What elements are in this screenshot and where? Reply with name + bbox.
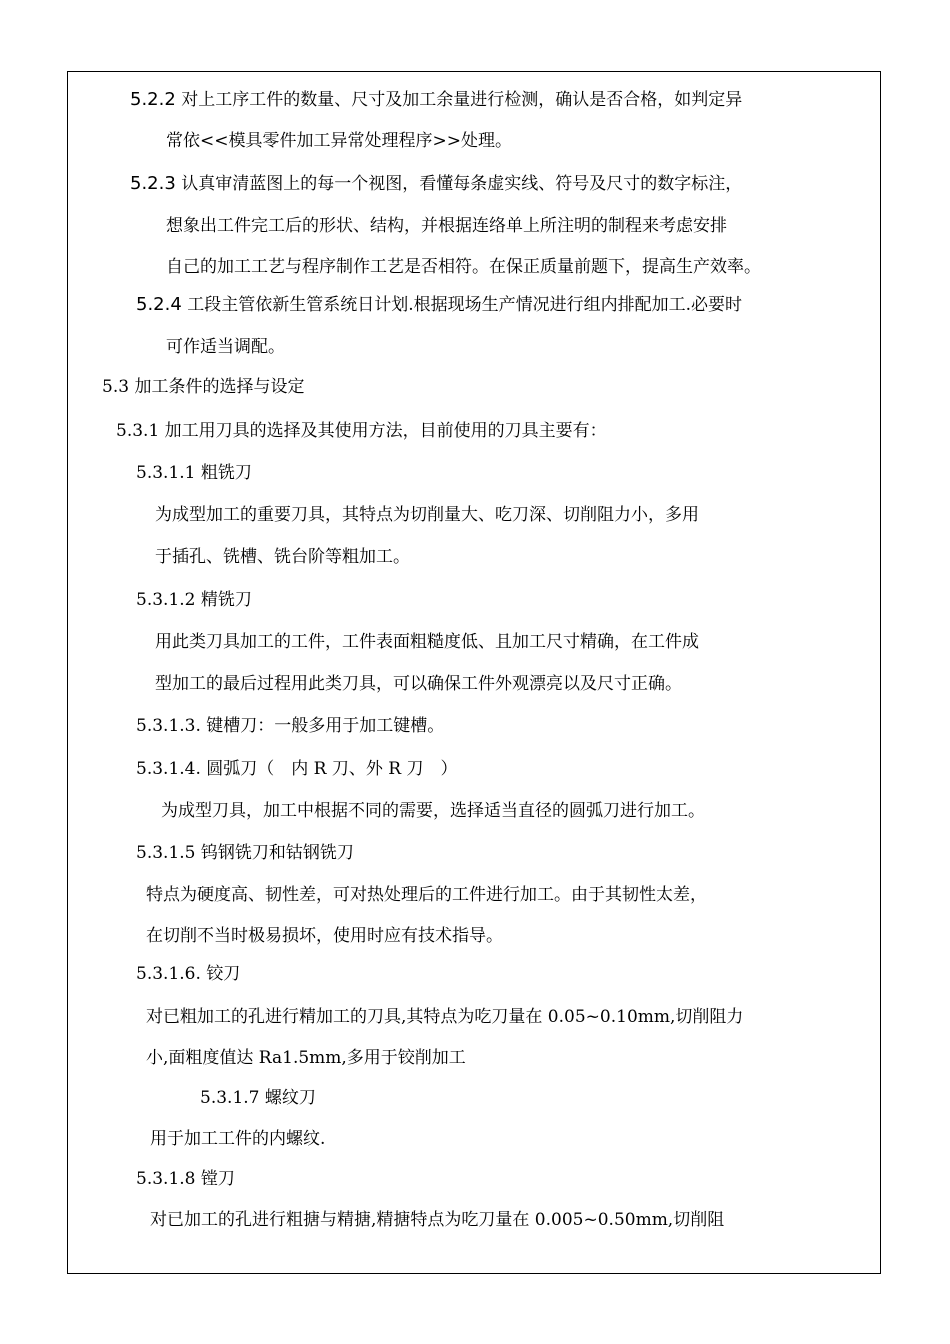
clause-5-2-2-line-1 bbox=[130, 89, 742, 111]
item-5-3-1-6-body-1: 对已粗加工的孔进行精加工的刀具,其特点为吃刀量在 0.05~0.10mm,切削阻力 bbox=[146, 1007, 744, 1027]
clause-number: 5.2.4 bbox=[136, 294, 182, 315]
section-5-3-1-heading: 5.3.1 加工用刀具的选择及其使用方法，目前使用的刀具主要有： bbox=[116, 421, 607, 441]
item-5-3-1-5-body-1: 特点为硬度高、韧性差，可对热处理后的工件进行加工。由于其韧性太差， bbox=[146, 885, 707, 905]
item-5-3-1-5-body-2: 在切削不当时极易损坏，使用时应有技术指导。 bbox=[146, 926, 503, 946]
item-5-3-1-1-heading: 5.3.1.1 粗铣刀 bbox=[136, 463, 252, 483]
item-5-3-1-1-body-2: 于插孔、铣槽、铣台阶等粗加工。 bbox=[155, 547, 410, 567]
item-5-3-1-2-body-2: 型加工的最后过程用此类刀具，可以确保工件外观漂亮以及尺寸正确。 bbox=[155, 674, 682, 694]
item-5-3-1-8-body-1: 对已加工的孔进行粗搪与精搪,精搪特点为吃刀量在 0.005~0.50mm,切削阻 bbox=[150, 1210, 725, 1230]
clause-5-2-4-line-1 bbox=[136, 294, 742, 316]
clause-5-2-2-line-2: 常依<<模具零件加工异常处理程序>>处理。 bbox=[166, 131, 512, 151]
clause-5-2-3-line-2: 想象出工件完工后的形状、结构，并根据连络单上所注明的制程来考虑安排 bbox=[166, 216, 727, 236]
item-5-3-1-6-heading: 5.3.1.6. 铰刀 bbox=[136, 964, 241, 984]
clause-text: 工段主管依新生管系统日计划.根据现场生产情况进行组内排配加工.必要时 bbox=[181, 295, 743, 315]
clause-number: 5.2.2 bbox=[130, 89, 176, 110]
section-5-3-heading: 5.3 加工条件的选择与设定 bbox=[102, 377, 305, 397]
item-5-3-1-2-heading: 5.3.1.2 精铣刀 bbox=[136, 590, 252, 610]
item-5-3-1-5-heading: 5.3.1.5 钨钢铣刀和钴钢铣刀 bbox=[136, 843, 354, 863]
clause-5-2-4-line-2: 可作适当调配。 bbox=[166, 337, 285, 357]
item-5-3-1-1-body-1: 为成型加工的重要刀具，其特点为切削量大、吃刀深、切削阻力小，多用 bbox=[155, 505, 699, 525]
item-5-3-1-6-body-2: 小,面粗度值达 Ra1.5mm,多用于铰削加工 bbox=[146, 1048, 466, 1068]
clause-text: 对上工序工件的数量、尺寸及加工余量进行检测，确认是否合格，如判定异 bbox=[175, 90, 743, 110]
clause-5-2-3-line-3: 自己的加工工艺与程序制作工艺是否相符。在保正质量前题下，提高生产效率。 bbox=[166, 257, 761, 277]
clause-number: 5.2.3 bbox=[130, 173, 176, 194]
clause-text: 认真审清蓝图上的每一个视图，看懂每条虚实线、符号及尺寸的数字标注， bbox=[175, 174, 743, 194]
item-5-3-1-4-heading: 5.3.1.4. 圆弧刀（ 内 R 刀、外 R 刀 ） bbox=[136, 759, 458, 779]
item-5-3-1-7-heading: 5.3.1.7 螺纹刀 bbox=[200, 1088, 316, 1108]
item-5-3-1-4-body: 为成型刀具，加工中根据不同的需要，选择适当直径的圆弧刀进行加工。 bbox=[161, 801, 705, 821]
item-5-3-1-2-body-1: 用此类刀具加工的工件，工件表面粗糙度低、且加工尺寸精确，在工件成 bbox=[155, 632, 699, 652]
clause-5-2-3-line-1 bbox=[130, 173, 742, 195]
item-5-3-1-3: 5.3.1.3. 键槽刀：一般多用于加工键槽。 bbox=[136, 716, 445, 736]
item-5-3-1-8-heading: 5.3.1.8 镗刀 bbox=[136, 1169, 235, 1189]
item-5-3-1-7-body: 用于加工工件的内螺纹. bbox=[150, 1129, 326, 1149]
